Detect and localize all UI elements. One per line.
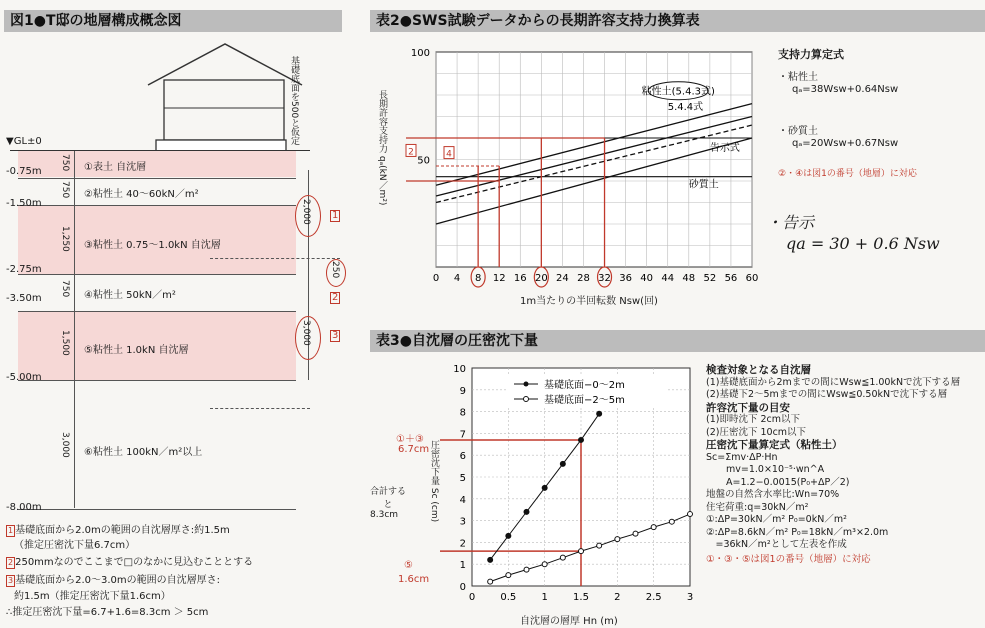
legend-marker xyxy=(524,382,529,387)
series-label: 砂質土 xyxy=(688,179,719,191)
side-title: 検査対象となる自沈層 xyxy=(706,364,811,376)
side-title: 圧密沈下量算定式（粘性土） xyxy=(706,439,843,451)
marker-label: 4 xyxy=(446,149,452,160)
y-tick-label: 1 xyxy=(459,560,466,572)
dim-box: 1 xyxy=(332,210,339,221)
x-tick-label: 2.5 xyxy=(645,592,662,603)
data-point xyxy=(560,555,565,560)
data-point xyxy=(579,437,584,442)
fig2-ylabel: 長期許容支持力 qₐ(kN／m²) xyxy=(377,90,387,206)
layer-desc: ⑤粘性土 1.0kN 自沈層 xyxy=(84,345,189,356)
data-point xyxy=(488,579,493,584)
side-line: mv=1.0×10⁻⁵·wn^A xyxy=(726,464,825,475)
x-tick-label: 24 xyxy=(556,273,569,284)
x-tick-label: 56 xyxy=(724,273,738,284)
legend-label: 基礎底面−0～2m xyxy=(544,380,625,391)
callout-mid: 合計すると xyxy=(369,487,406,510)
data-point xyxy=(615,537,620,542)
series-label: 粘性土(5.4.3式) xyxy=(641,86,715,98)
data-point xyxy=(688,512,693,517)
fig3-xlabel: 自沈層の層厚 Hn (m) xyxy=(520,616,618,627)
x-tick-label: 44 xyxy=(661,273,675,284)
fig1-title: 図1●T邸の地層構成概念図 xyxy=(10,13,182,29)
y-tick-label: 50 xyxy=(417,155,430,167)
x-tick-label: 40 xyxy=(640,273,654,284)
formula-note: ②・④は図1の番号（地層）に対応 xyxy=(778,169,917,179)
thickness-label: 750 xyxy=(60,154,70,172)
x-tick-label: 60 xyxy=(745,273,759,284)
callout-top: ①＋③ xyxy=(396,434,424,445)
note-line: （推定圧密沈下量6.7cm） xyxy=(14,540,136,551)
side-line: (1)基礎底面から2mまでの間にWsw≦1.00kNで沈下する層 xyxy=(706,376,961,388)
data-point xyxy=(579,549,584,554)
fig2-chart xyxy=(384,42,764,312)
x-tick-label: 20 xyxy=(534,273,548,284)
data-point xyxy=(524,567,529,572)
note-line: 2 250mmなのでここまで□のなかに見込むこととする xyxy=(8,557,254,568)
fig1-title-bar xyxy=(4,10,342,32)
y-tick-label: 3 xyxy=(459,516,466,528)
side-line: A=1.2−0.0015(P₀+ΔP／2) xyxy=(726,476,850,488)
y-tick-label: 9 xyxy=(459,385,466,397)
foundation-assumption-label: 基礎底面を500と仮定 xyxy=(289,56,299,146)
x-tick-label: 1.5 xyxy=(573,592,589,603)
x-tick-label: 36 xyxy=(619,273,632,284)
side-line: 地盤の自然含水率比:Wn=70% xyxy=(706,489,840,500)
side-line: =36kN／m²として左表を作成 xyxy=(706,539,847,550)
data-point xyxy=(597,543,602,548)
depth-label: -8.00m xyxy=(6,502,42,513)
layer-desc: ②粘性土 40～60kN／m² xyxy=(84,189,199,200)
y-tick-label: 100 xyxy=(410,48,430,59)
formula-eq: qₐ=38Wsw+0.64Nsw xyxy=(792,84,899,95)
x-tick-label: 48 xyxy=(682,273,696,284)
x-tick-label: 0 xyxy=(468,592,476,603)
depth-label: -3.50m xyxy=(6,293,42,304)
fig3-title: 表3●自沈層の圧密沈下量 xyxy=(376,333,538,349)
thickness-label: 1,500 xyxy=(60,330,70,356)
note-line: ∴推定圧密沈下量=6.7+1.6=8.3cm ＞ 5cm xyxy=(6,607,209,618)
side-line: Sc=Σmv·ΔP·Hn xyxy=(706,451,778,463)
data-point xyxy=(542,562,547,567)
formula-title: 支持力算定式 xyxy=(778,48,844,61)
y-tick-label: 8 xyxy=(459,407,466,419)
depth-label: -2.75m xyxy=(6,264,42,275)
x-tick-label: 1 xyxy=(541,592,548,603)
formula-name: ・粘性土 xyxy=(778,72,818,83)
fig3-title-bar xyxy=(370,330,985,352)
callout-mid-value: 8.3cm xyxy=(370,510,399,520)
x-tick-label: 8 xyxy=(474,273,482,284)
data-point xyxy=(669,519,674,524)
fig2-title-bar xyxy=(370,10,985,32)
x-tick-label: 12 xyxy=(492,273,506,284)
thickness-axis xyxy=(74,151,75,508)
x-tick-label: 16 xyxy=(513,273,527,284)
series-label: 告示式 xyxy=(709,142,740,154)
thickness-label: 750 xyxy=(60,181,70,199)
y-tick-label: 2 xyxy=(459,538,466,550)
callout-top-value: 6.7cm xyxy=(398,444,430,455)
x-tick-label: 32 xyxy=(598,273,611,284)
x-tick-label: 0 xyxy=(432,273,440,284)
side-line: ①:ΔP=30kN／m² P₀=0kN／m² xyxy=(706,514,847,525)
layer-desc: ③粘性土 0.75～1.0kN 自沈層 xyxy=(84,240,221,251)
y-tick-label: 10 xyxy=(453,364,466,375)
x-tick-label: 28 xyxy=(577,273,590,284)
fig2-xlabel: 1m当たりの半回転数 Nsw(回) xyxy=(520,296,658,307)
y-tick-label: 4 xyxy=(459,494,466,506)
dim-dash xyxy=(210,258,340,259)
layer-desc: ①表土 自沈層 xyxy=(84,162,147,173)
y-tick-label: 5 xyxy=(459,473,466,484)
marker-label: 2 xyxy=(408,147,414,158)
gl-label: ▼GL±0 xyxy=(6,136,42,147)
handwritten-note-1: ・告示 xyxy=(766,213,815,232)
dim-box: 3 xyxy=(332,330,339,341)
legend-label: 基礎底面−2～5m xyxy=(544,395,625,406)
dim-box: 2 xyxy=(332,292,339,303)
legend-marker xyxy=(524,397,529,402)
dim-value: 250 xyxy=(330,261,340,279)
data-point xyxy=(524,509,529,514)
dim-dash xyxy=(210,408,310,409)
side-title: 許容沈下量の目安 xyxy=(706,401,790,414)
fig2-title: 表2●SWS試験データからの長期許容支持力換算表 xyxy=(376,13,700,29)
depth-label: -0.75m xyxy=(6,166,42,177)
handwritten-note-2: qa = 30 + 0.6 Nsw xyxy=(786,234,940,253)
data-point xyxy=(597,411,602,416)
fig3-ylabel: 圧密沈下量 Sc (cm) xyxy=(429,440,439,523)
x-tick-label: 3 xyxy=(686,592,694,603)
y-tick-label: 6 xyxy=(459,451,466,463)
thickness-label: 1,250 xyxy=(60,226,70,252)
x-tick-label: 52 xyxy=(703,273,717,284)
note-line: 1 基礎底面から2.0mの範囲の自沈層厚さ:約1.5m xyxy=(8,525,230,536)
data-point xyxy=(506,533,511,538)
layer-desc: ④粘性土 50kN／m² xyxy=(84,290,176,301)
thickness-label: 3,000 xyxy=(60,432,70,458)
layer-desc: ⑥粘性土 100kN／m²以上 xyxy=(84,447,203,458)
depth-label: -1.50m xyxy=(6,198,42,209)
y-tick-label: 0 xyxy=(459,582,466,593)
side-line: ②:ΔP=8.6kN／m² P₀=18kN／m³×2.0m xyxy=(706,526,889,538)
data-point xyxy=(506,573,511,578)
data-point xyxy=(488,557,493,562)
fig3-chart xyxy=(440,360,700,610)
x-tick-label: 0.5 xyxy=(500,592,517,603)
data-point xyxy=(633,531,638,536)
side-line: (2)基礎下2～5mまでの間にWsw≦0.50kNで沈下する層 xyxy=(706,389,948,400)
formula-name: ・砂質土 xyxy=(778,126,818,137)
x-tick-label: 2 xyxy=(614,592,621,603)
series-label: 5.4.4式 xyxy=(667,102,704,114)
data-point xyxy=(651,525,656,530)
data-point xyxy=(542,485,547,490)
callout-bot: ⑤ xyxy=(404,560,413,571)
x-tick-label: 4 xyxy=(453,273,461,284)
thickness-label: 750 xyxy=(60,280,70,298)
dim-value: 2,000 xyxy=(301,199,311,225)
y-tick-label: 7 xyxy=(459,429,466,441)
formula-eq: qₐ=20Wsw+0.67Nsw xyxy=(792,138,899,149)
data-point xyxy=(560,461,565,466)
note-line: 約1.5m（推定圧密沈下量1.6cm） xyxy=(14,591,171,602)
side-line: (2)圧密沈下 10cm以下 xyxy=(706,426,807,438)
dim-value: 3,000 xyxy=(301,320,311,346)
callout-bot-value: 1.6cm xyxy=(398,574,430,585)
depth-label: -5.00m xyxy=(6,372,42,383)
fig3-side xyxy=(706,364,982,566)
side-note: ①・③・⑤は図1の番号（地層）に対応 xyxy=(706,553,871,565)
note-line: 3 基礎底面から2.0～3.0mの範囲の自沈層厚さ: xyxy=(8,575,221,586)
side-line: 住宅荷重:q=30kN／m² xyxy=(706,501,809,513)
side-line: (1)即時沈下 2cm以下 xyxy=(706,414,800,425)
